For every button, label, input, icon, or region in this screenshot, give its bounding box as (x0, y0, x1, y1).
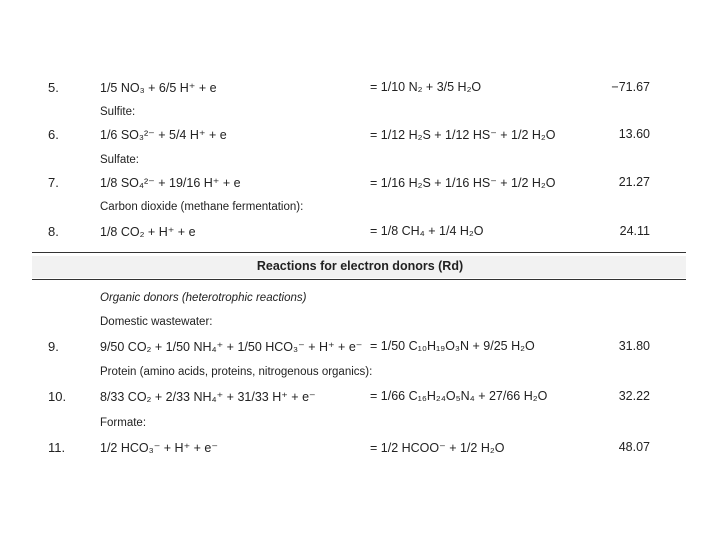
reaction-rhs: = 1/50 C₁₀H₁₉O₃N + 9/25 H₂O (370, 339, 535, 353)
reaction-rhs: = 1/66 C₁₆H₂₄O₅N₄ + 27/66 H₂O (370, 389, 548, 403)
reaction-rhs: = 1/16 H₂S + 1/16 HS⁻ + 1/2 H₂O (370, 176, 556, 190)
reaction-value: 24.11 (619, 224, 650, 238)
reaction-number: 8. (48, 224, 59, 239)
group-label: Domestic wastewater: (100, 316, 213, 328)
reaction-value: 31.80 (618, 339, 650, 353)
group-label: Formate: (100, 417, 147, 429)
reaction-number: 11. (48, 440, 66, 455)
reaction-value: 21.27 (618, 175, 650, 189)
reaction-number: 6. (48, 127, 59, 142)
reaction-value: 13.60 (618, 127, 650, 141)
group-label: Sulfate: (100, 154, 139, 166)
reaction-number: 10. (48, 389, 67, 404)
reaction-rhs: = 1/12 H₂S + 1/12 HS⁻ + 1/2 H₂O (370, 128, 556, 142)
divider-top (32, 252, 686, 253)
group-label: Carbon dioxide (methane fermentation): (100, 201, 304, 213)
reaction-rhs: = 1/10 N₂ + 3/5 H₂O (370, 80, 482, 94)
group-label: Sulfite: (100, 106, 136, 118)
reaction-value: 32.22 (618, 389, 650, 403)
reaction-lhs: 1/5 NO₃ + 6/5 H⁺ + e (100, 81, 217, 95)
reaction-number: 9. (48, 339, 59, 354)
reaction-lhs: 1/6 SO₃²⁻ + 5/4 H⁺ + e (100, 128, 227, 142)
reaction-value: −71.67 (611, 80, 650, 94)
section-title: Reactions for electron donors (Rd) (256, 259, 464, 273)
reaction-lhs: 9/50 CO₂ + 1/50 NH₄⁺ + 1/50 HCO₃⁻ + H⁺ + e⁻ (100, 340, 363, 354)
reaction-number: 5. (48, 80, 59, 95)
group-label: Protein (amino acids, proteins, nitrogenous organics): (100, 366, 373, 378)
reaction-rhs: = 1/8 CH₄ + 1/4 H₂O (370, 224, 484, 238)
reaction-lhs: 1/8 SO₄²⁻ + 19/16 H⁺ + e (100, 176, 241, 190)
reaction-value: 48.07 (618, 440, 650, 454)
reaction-lhs: 1/8 CO₂ + H⁺ + e (100, 225, 196, 239)
reaction-number: 7. (48, 175, 59, 190)
divider-bottom (32, 279, 686, 280)
reaction-rhs: = 1/2 HCOO⁻ + 1/2 H₂O (370, 441, 505, 455)
reaction-lhs: 8/33 CO₂ + 2/33 NH₄⁺ + 31/33 H⁺ + e⁻ (100, 390, 316, 404)
reaction-lhs: 1/2 HCO₃⁻ + H⁺ + e⁻ (100, 441, 218, 455)
organic-donors-label: Organic donors (heterotrophic reactions) (100, 292, 307, 304)
